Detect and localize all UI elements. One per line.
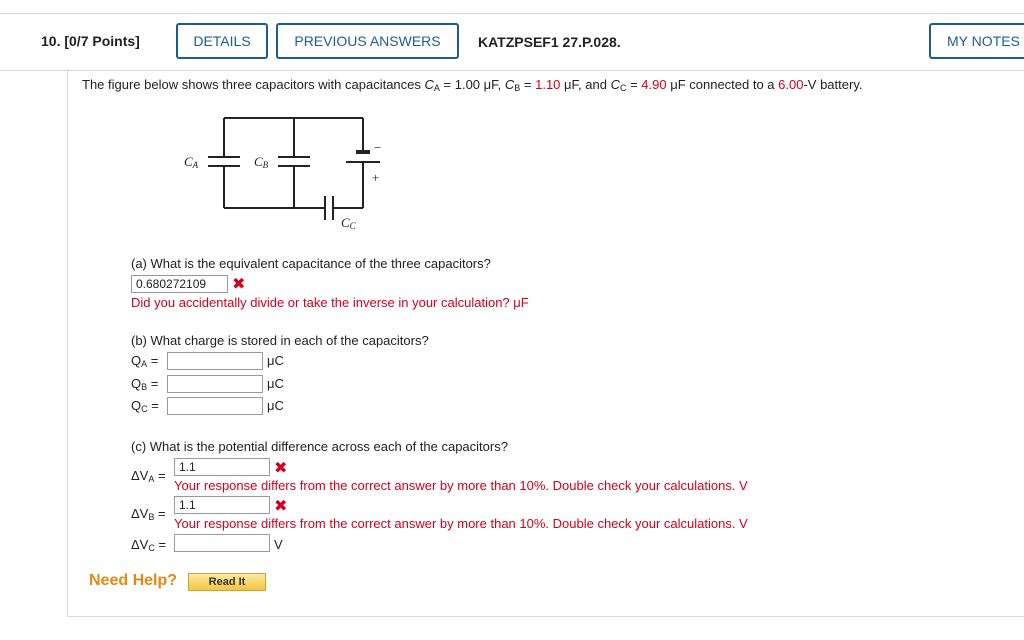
details-button[interactable]: DETAILS <box>176 23 268 59</box>
part-a-question: (a) What is the equivalent capacitance of the three capacitors? <box>131 256 491 271</box>
qc-unit: μC <box>267 398 284 413</box>
qb-input[interactable] <box>167 375 263 393</box>
part-b-question: (b) What charge is stored in each of the capacitors? <box>131 333 429 348</box>
vc-label: $\Delta V_C$ = <box>131 537 167 553</box>
qb-label: $Q_B$ = <box>131 376 159 392</box>
va-feedback: Your response differs from the correct answer by more than 10%. Double check your calculations. V <box>174 478 748 493</box>
label-cb: $C_B$ <box>254 154 269 170</box>
x-mark-icon: ✖ <box>274 498 288 515</box>
cc-value: 4.90 <box>641 77 667 92</box>
vb-feedback: Your response differs from the correct answer by more than 10%. Double check your calculations. V <box>174 516 748 531</box>
qa-unit: μC <box>267 353 284 368</box>
vc-input[interactable] <box>174 534 270 552</box>
part-a-answer-input[interactable]: 0.680272109 <box>131 275 228 293</box>
qb-unit: μC <box>267 376 284 391</box>
vb-input[interactable]: 1.1 <box>174 496 270 514</box>
part-a-feedback: Did you accidentally divide or take the inverse in your calculation? μF <box>131 295 529 310</box>
vc-unit: V <box>274 537 283 552</box>
qc-input[interactable] <box>167 397 263 415</box>
label-cc: $C_C$ <box>341 215 356 231</box>
read-it-button[interactable]: Read It <box>188 573 266 591</box>
label-ca: $C_A$ <box>184 154 199 170</box>
question-header <box>0 13 1024 71</box>
qa-input[interactable] <box>167 352 263 370</box>
vb-label: $\Delta V_B$ = <box>131 506 166 522</box>
question-number: 10. [0/7 Points] <box>41 33 140 49</box>
x-mark-icon: ✖ <box>232 276 246 293</box>
problem-statement: The figure below shows three capacitors with capacitances $C_A = 1.00$ μF, $C_B = 1.10$ μF, and $C_C = 4.90$ μF connected to a 6.00-V battery. <box>82 77 863 93</box>
qc-label: $Q_C$ = <box>131 398 159 414</box>
voltage-value: 6.00 <box>778 77 804 92</box>
battery-plus-sign: + <box>372 170 380 185</box>
cb-value: 1.10 <box>535 77 561 92</box>
va-label: $\Delta V_A$ = <box>131 468 166 484</box>
battery-minus-sign: − <box>374 140 382 155</box>
my-notes-button[interactable]: MY NOTES <box>929 23 1024 59</box>
part-c-question: (c) What is the potential difference across each of the capacitors? <box>131 439 508 454</box>
need-help-label: Need Help? <box>89 572 178 589</box>
previous-answers-button[interactable]: PREVIOUS ANSWERS <box>276 23 459 59</box>
question-id: KATZPSEF1 27.P.028. <box>478 34 621 50</box>
qa-label: $Q_A$ = <box>131 353 159 369</box>
va-input[interactable]: 1.1 <box>174 458 270 476</box>
x-mark-icon: ✖ <box>274 460 288 477</box>
circuit-diagram <box>178 110 388 230</box>
